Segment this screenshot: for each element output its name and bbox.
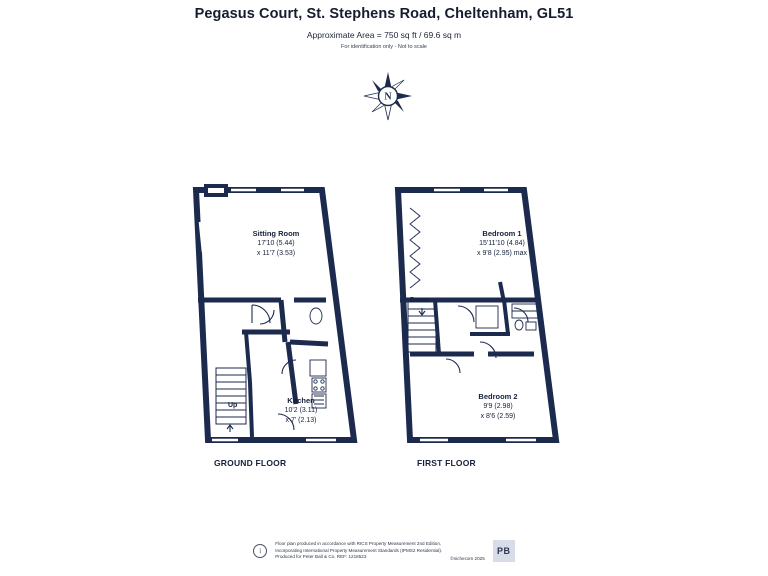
room-bedroom-2 [440,392,556,421]
room-name: Bedroom 1 [482,229,522,238]
first-floor-label: FIRST FLOOR [417,458,476,468]
room-dimension-1: 9'9 (2.98) [483,403,513,411]
room-dimension-1: 10'2 (3.11) [284,407,318,415]
room-dimension-1: 15'11'10 (4.84) [479,240,525,248]
room-name: Sitting Room [252,229,300,238]
room-dimension-2: x 7' (2.13) [285,416,317,424]
ground-floor-label: GROUND FLOOR [214,458,287,468]
footer [0,540,768,562]
compass-rose-icon [362,70,414,122]
page-title: Pegasus Court, St. Stephens Road, Cheltenham, GL51 [194,6,574,22]
room-sitting-room [216,229,336,258]
room-name: Kitchen [287,396,315,405]
disclaimer-text: For identification only - Not to scale [341,44,427,50]
room-dimension-2: x 11'7 (3.53) [256,249,296,257]
footer-line-1: Floor plan produced in accordance with RICS Property Measurement 2nd Edition, [275,540,442,546]
footer-legal-text [275,541,442,562]
room-dimension-2: x 8'6 (2.59) [480,412,516,420]
room-dimension-1: 17'10 (5.44) [257,240,295,248]
footer-line-3: Produced for Peter Ball & Co. REF: 1218523 [275,554,367,560]
room-bedroom-1 [434,229,570,258]
header [0,0,768,50]
footer-copyright: ©nichecom 2025 [450,556,485,561]
stair-label-down: Down [410,297,430,304]
stair-label-up: Up [228,402,238,409]
room-name: Bedroom 2 [478,392,518,401]
area-subtitle: Approximate Area = 750 sq ft / 69.6 sq m [306,30,462,40]
compass-north-label: N [384,91,392,103]
peter-ball-logo: PB [493,540,515,562]
room-dimension-2: x 9'8 (2.95) max [477,249,527,257]
footer-line-2: Incorporating International Property Measurement Standards (IPMS2 Residential). [275,547,443,553]
info-icon: i [253,544,267,558]
room-kitchen [263,396,339,425]
